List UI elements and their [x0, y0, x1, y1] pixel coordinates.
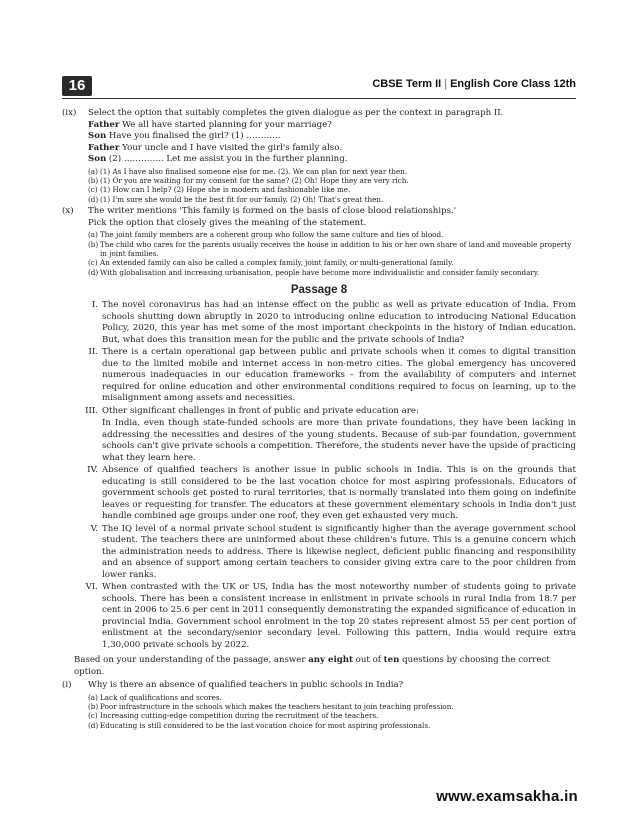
- passage-paragraph: IV. Absence of qualified teachers is another issue in public schools in India. This is on the grounds that educating is still considered to be the last vocation choice for most aspiring professionals. Educators of government schools get posted to rural territories, that is normally translated into them going on indefinite leaves or requesting for transfer. The educators at these government elementary schools in India don't just handle combined age groups under one roof, they even get exhausted very much.: [87, 465, 576, 522]
- question-x: [62, 206, 576, 277]
- option-d[interactable]: (d) With globalisation and increasing urbanisation, people have become more individualistic and consider family secondary.: [88, 267, 540, 277]
- passage-paragraph: VI. When contrasted with the UK or US, India has the most noteworthy number of students going to private schools. There has been a consistent increase in enlistment in private schools in rural India from 18.7 per cent in 2006 to 25.6 per cent in 2011 consequently demonstrating the expanded significance of education in provincial India. Government school enrolment in the top 20 states represent almost 55 per cent portion of enlistment at the secondary/senior secondary level. Following this pattern, India would require extra 1,30,000 private schools by 2022.: [85, 582, 576, 650]
- dialogue-line: Son (2) ………….. Let me assist you in the further planning.: [88, 154, 348, 164]
- question-number: (i): [62, 680, 72, 691]
- passage-title: Passage 8: [290, 284, 348, 297]
- option-b[interactable]: (b) The child who cares for the parents usually receives the house in addition to his or her own share of land and moveable property in joint families.: [88, 239, 572, 258]
- passage-instruction: Based on your understanding of the passage, answer any eight out of ten questions by choosing the correct option.: [74, 655, 550, 677]
- question-stem: Select the option that suitably completes the given dialogue as per the context in paragraph II.: [88, 108, 504, 118]
- question-stem: The writer mentions 'This family is formed on the basis of close blood relationships.': [88, 206, 457, 217]
- option-a[interactable]: (a) Lack of qualifications and scores.: [88, 692, 222, 702]
- dialogue-line: Father Your uncle and I have visited the girl's family also.: [88, 142, 342, 153]
- series-label: CBSE Term II: [372, 78, 442, 90]
- option-c[interactable]: (c) Increasing cutting-edge competition during the recruitment of the teachers.: [88, 711, 379, 721]
- question-number: (ix): [62, 108, 77, 118]
- page-content: [62, 108, 576, 732]
- option-c[interactable]: (c) (1) How can I help? (2) Hope she is modern and fashionable like me.: [88, 185, 351, 195]
- passage-paragraph: III. Other significant challenges in front of public and private education are:: [85, 405, 419, 416]
- option-b[interactable]: (b) (1) Or you are waiting for my consent for the same? (2) Oh! Hope they are very rich.: [88, 175, 409, 185]
- question-number: (x): [62, 206, 74, 217]
- header-rule: [62, 98, 576, 99]
- separator: |: [444, 78, 448, 90]
- option-b[interactable]: (b) Poor infrastructure in the schools which makes the teachers hesitant to join teaching profession.: [88, 702, 454, 712]
- dialogue-line: Father We all have started planning for your marriage?: [88, 119, 332, 130]
- page-number: 16: [62, 76, 92, 96]
- question-i: [62, 680, 576, 730]
- question-stem: Why is there an absence of qualified teachers in public schools in India?: [88, 680, 404, 691]
- question-ix: [62, 108, 576, 204]
- dialogue-line: Son Have you finalised the girl? (1) …………: [88, 131, 281, 141]
- option-d[interactable]: (d) Educating is still considered to be the last vocation choice for most aspiring professionals.: [88, 720, 431, 730]
- option-list: [88, 167, 576, 205]
- passage-paragraph: II. There is a certain operational gap between public and private schools when it comes to digital transition due to the limited mobile and internet access in non-metro cities. The global emergency has uncovered numerous inadequacies in our education frameworks – from the availability of computers and internet required for online education and other environmental conditions required to focus on learning, up to the misalignment among assets and necessities.: [88, 347, 576, 404]
- option-c[interactable]: (c) An extended family can also be called a complex family, joint family, or multi-generational family.: [88, 258, 454, 268]
- website-link[interactable]: www.examsakha.in: [436, 788, 578, 805]
- subject-label: English Core Class 12th: [450, 78, 576, 90]
- option-d[interactable]: (d) (1) I'm sure she would be the best fit for our family. (2) Oh! That's great then.: [88, 194, 384, 204]
- question-stem-2: Pick the option that closely gives the meaning of the statement.: [88, 217, 367, 228]
- page-header: [0, 76, 638, 98]
- passage-paragraph: I. The novel coronavirus has had an intense effect on the public as well as private education of India. From schools shutting down abruptly in 2020 to introducing online education to introducing National Education Policy, 2020, this year has met some of the most important checkpoints in the history of Indian education. But, what does this transition mean for the public and the private schools of India?: [91, 300, 576, 345]
- option-a[interactable]: (a) (1) As I have also finalised someone else for me. (2). We can plan for next year then.: [88, 166, 408, 176]
- running-head: [372, 78, 576, 90]
- option-a[interactable]: (a) The joint family members are a coherent group who follow the same culture and ties of blood.: [88, 230, 444, 240]
- option-list: [88, 230, 576, 277]
- passage-paragraph: V. The IQ level of a normal private school student is significantly higher than the average government school student. The teachers there are uninformed about these children's future. This is a genuine concern which the administration needs to address. There is likewise neglect, deficient public financing and responsibility and an absence of support among certain teachers to consider giving extra care to the poor children from lower ranks.: [90, 523, 576, 580]
- passage-paragraph: In India, even though state-funded schools are more than private foundations, they have been lacking in addressing the necessities and desires of the young students. Because of sub-par foundation, government schools can't give private schools a competition. Therefore, the students never have the upside of practicing what they learn here.: [102, 418, 576, 463]
- option-list: [88, 693, 576, 731]
